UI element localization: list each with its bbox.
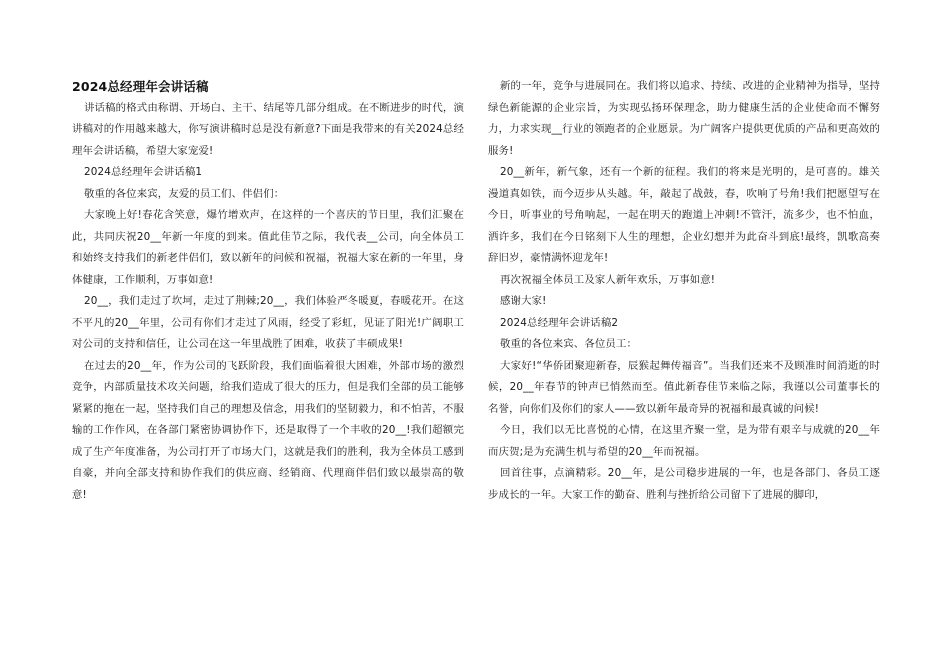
body-paragraph: 大家好!“华侨团聚迎新春，辰猴起舞传福音”。当我们还来不及顾准时间消逝的时候，20__年春节的钟声已悄然而至。值此新春佳节来临之际，我谨以公司董事长的名誉，向你们及你们的家人——致以新年最奇异的祝福和最真诚的问候!	[488, 359, 880, 415]
thanks-paragraph: 感谢大家!	[500, 295, 547, 307]
salutation-paragraph: 敬重的各位来宾、各位员工：	[500, 338, 638, 350]
body-paragraph: 回首往事，点滴精彩。20__年，是公司稳步进展的一年，也是各部门、各员工逐步成长的一年。大家工作的勤奋、胜利与挫折给公司留下了进展的脚印，	[488, 467, 880, 501]
intro-paragraph: 讲话稿的格式由称谓、开场白、主干、结尾等几部分组成。在不断进步的时代，演讲稿对的作用越来越大，你写演讲稿时总是没有新意?下面是我带来的有关2024总经理年会讲话稿，希望大家宠爱!	[72, 101, 464, 157]
section-heading-1: 2024总经理年会讲话稿1	[84, 166, 203, 178]
salutation-paragraph: 敬重的各位来宾，友爱的员工们、伴侣们：	[84, 187, 285, 200]
body-paragraph: 20__新年，新气象，还有一个新的征程。我们的将来是光明的，是可喜的。雄关漫道真如铁，而今迈步从头越。年，敲起了战鼓，春，吹响了号角!我们把愿望写在今日，听事业的号角响起，一起在明天的跑道上冲刺!不管汗，流多少，也不怕血，洒许多，我们在今日铭刻下人生的理想，企业幻想并为此奋斗到底!最终，凯歌高奏辞旧岁，豪情满怀迎龙年!	[488, 166, 880, 264]
body-paragraph: 新的一年，竞争与进展同在。我们将以追求、持续、改进的企业精神为指导，坚持绿色新能源的企业宗旨，为实现弘扬环保理念，助力健康生活的企业使命而不懈努力，力求实现__行业的领跑者的企业愿景。为广阔客户提供更优质的产品和更高效的服务!	[488, 80, 880, 157]
right-column	[488, 76, 880, 506]
body-paragraph: 今日，我们以无比喜悦的心情，在这里齐聚一堂，是为带有艰辛与成就的20__年而庆贺;是为充满生机与希望的20__年而祝福。	[488, 424, 880, 458]
closing-wish-paragraph: 再次祝福全体员工及家人新年欢乐，万事如意!	[500, 273, 716, 286]
document-title: 2024总经理年会讲话稿	[72, 79, 209, 94]
left-column	[72, 76, 464, 506]
body-paragraph: 大家晚上好!春花含笑意，爆竹增欢声，在这样的一个喜庆的节日里，我们汇聚在此，共同庆祝20__年新一年度的到来。值此佳节之际，我代表__公司，向全体员工和始终支持我们的新老伴侣们，致以新年的问候和祝福，祝福大家在新的一年里，身体健康，工作顺利，万事如意!	[72, 209, 464, 286]
section-heading-2: 2024总经理年会讲话稿2	[500, 316, 619, 329]
body-paragraph: 20__，我们走过了坎坷，走过了荆棘;20__，我们体验严冬暖夏，春暖花开。在这不平凡的20__年里，公司有你们才走过了风雨，经受了彩虹，见证了阳光!广阔职工对公司的支持和信任，让公司在这一年里战胜了困难，收获了丰硕成果!	[72, 295, 464, 350]
body-paragraph: 在过去的20__年，作为公司的飞跃阶段，我们面临着很大困难，外部市场的激烈竞争，内部质量技术攻关问题，给我们造成了很大的压力，但是我们全部的员工能够紧紧的拖在一起，坚持我们自己的理想及信念，用我们的坚韧毅力，和不怕苦，不服输的工作作风，在各部门紧密协调协作下，还是取得了一个丰收的20__!我们超额完成了生产年度准备，为公司打开了市场大门，这就是我们的胜利，我为全体员工感到自豪，并向全部支持和协作我们的供应商、经销商、代理商伴侣们致以最崇高的敬意!	[72, 359, 464, 501]
